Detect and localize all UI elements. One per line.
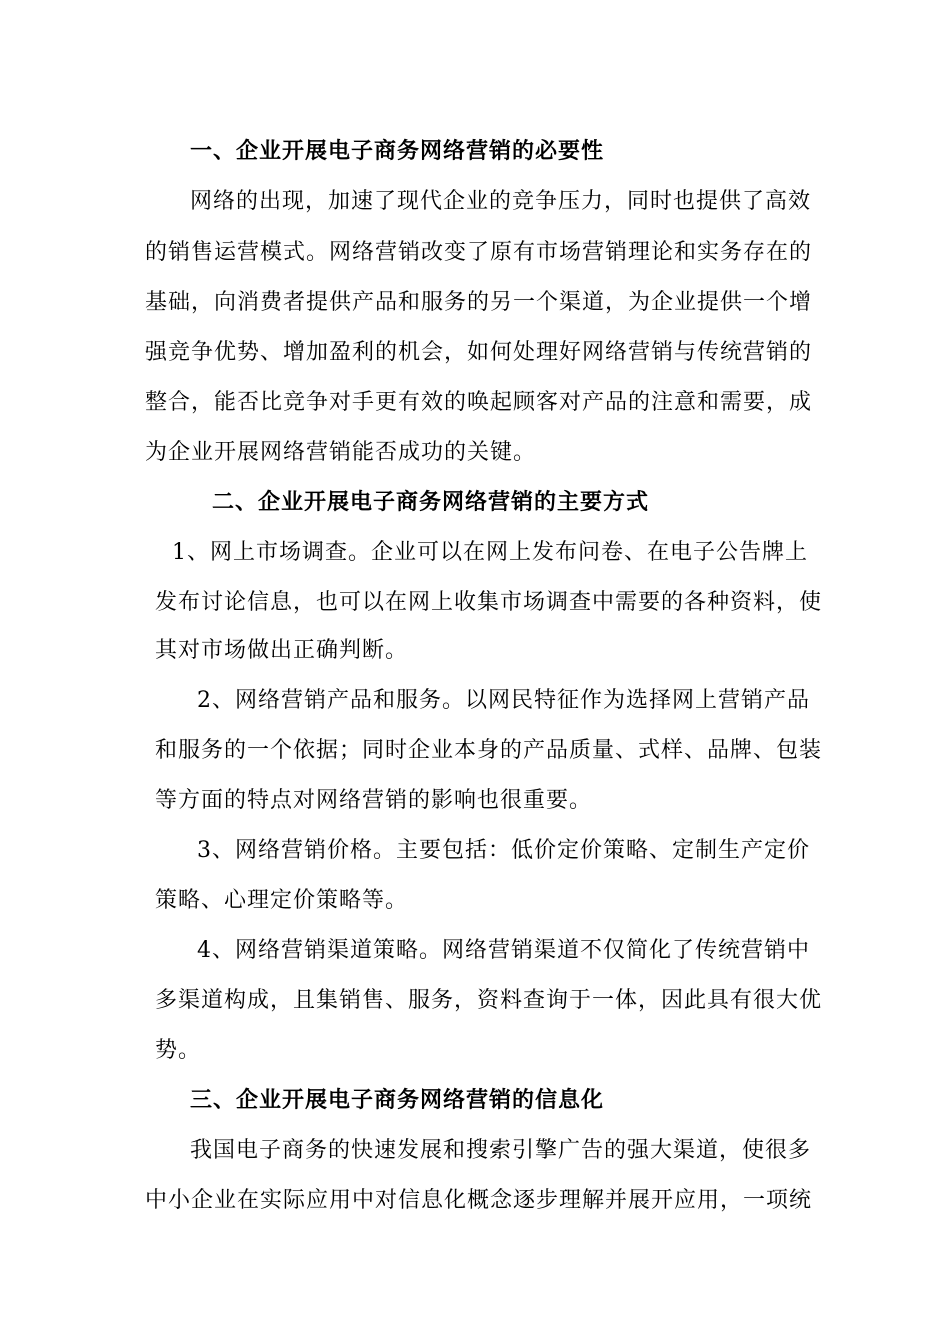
paragraph-line: 网络的出现，加速了现代企业的竞争压力，同时也提供了高效 bbox=[190, 189, 812, 214]
list-item-line: 势。 bbox=[155, 1038, 202, 1063]
section-heading: 二、企业开展电子商务网络营销的主要方式 bbox=[212, 490, 650, 515]
list-item-line: 等方面的特点对网络营销的影响也很重要。 bbox=[155, 788, 593, 813]
paragraph-line: 中小企业在实际应用中对信息化概念逐步理解并展开应用，一项统 bbox=[145, 1188, 813, 1213]
list-item-line: 其对市场做出正确判断。 bbox=[155, 638, 409, 663]
paragraph-line: 为企业开展网络营销能否成功的关键。 bbox=[145, 440, 537, 465]
paragraph-line: 强竞争优势、增加盈利的机会，如何处理好网络营销与传统营销的 bbox=[145, 340, 813, 365]
list-item-line: 发布讨论信息，也可以在网上收集市场调查中需要的各种资料，使 bbox=[155, 590, 823, 615]
paragraph-line: 基础，向消费者提供产品和服务的另一个渠道，为企业提供一个增 bbox=[145, 290, 813, 315]
section-heading: 一、企业开展电子商务网络营销的必要性 bbox=[190, 139, 605, 164]
list-item-line: 2、网络营销产品和服务。以网民特征作为选择网上营销产品 bbox=[197, 688, 810, 713]
list-item-line: 和服务的一个依据；同时企业本身的产品质量、式样、品牌、包装 bbox=[155, 738, 823, 763]
paragraph-line: 我国电子商务的快速发展和搜索引擎广告的强大渠道，使很多 bbox=[190, 1138, 812, 1163]
list-item-line: 策略、心理定价策略等。 bbox=[155, 888, 409, 913]
list-item-line: 1、网上市场调查。企业可以在网上发布问卷、在电子公告牌上 bbox=[172, 540, 808, 565]
list-item-line: 多渠道构成，且集销售、服务，资料查询于一体，因此具有很大优 bbox=[155, 988, 823, 1013]
list-item-line: 3、网络营销价格。主要包括：低价定价策略、定制生产定价 bbox=[197, 838, 810, 863]
paragraph-line: 的销售运营模式。网络营销改变了原有市场营销理论和实务存在的 bbox=[145, 240, 813, 265]
section-heading: 三、企业开展电子商务网络营销的信息化 bbox=[190, 1088, 605, 1113]
paragraph-line: 整合，能否比竞争对手更有效的唤起顾客对产品的注意和需要，成 bbox=[145, 390, 813, 415]
list-item-line: 4、网络营销渠道策略。网络营销渠道不仅简化了传统营销中 bbox=[197, 938, 810, 963]
